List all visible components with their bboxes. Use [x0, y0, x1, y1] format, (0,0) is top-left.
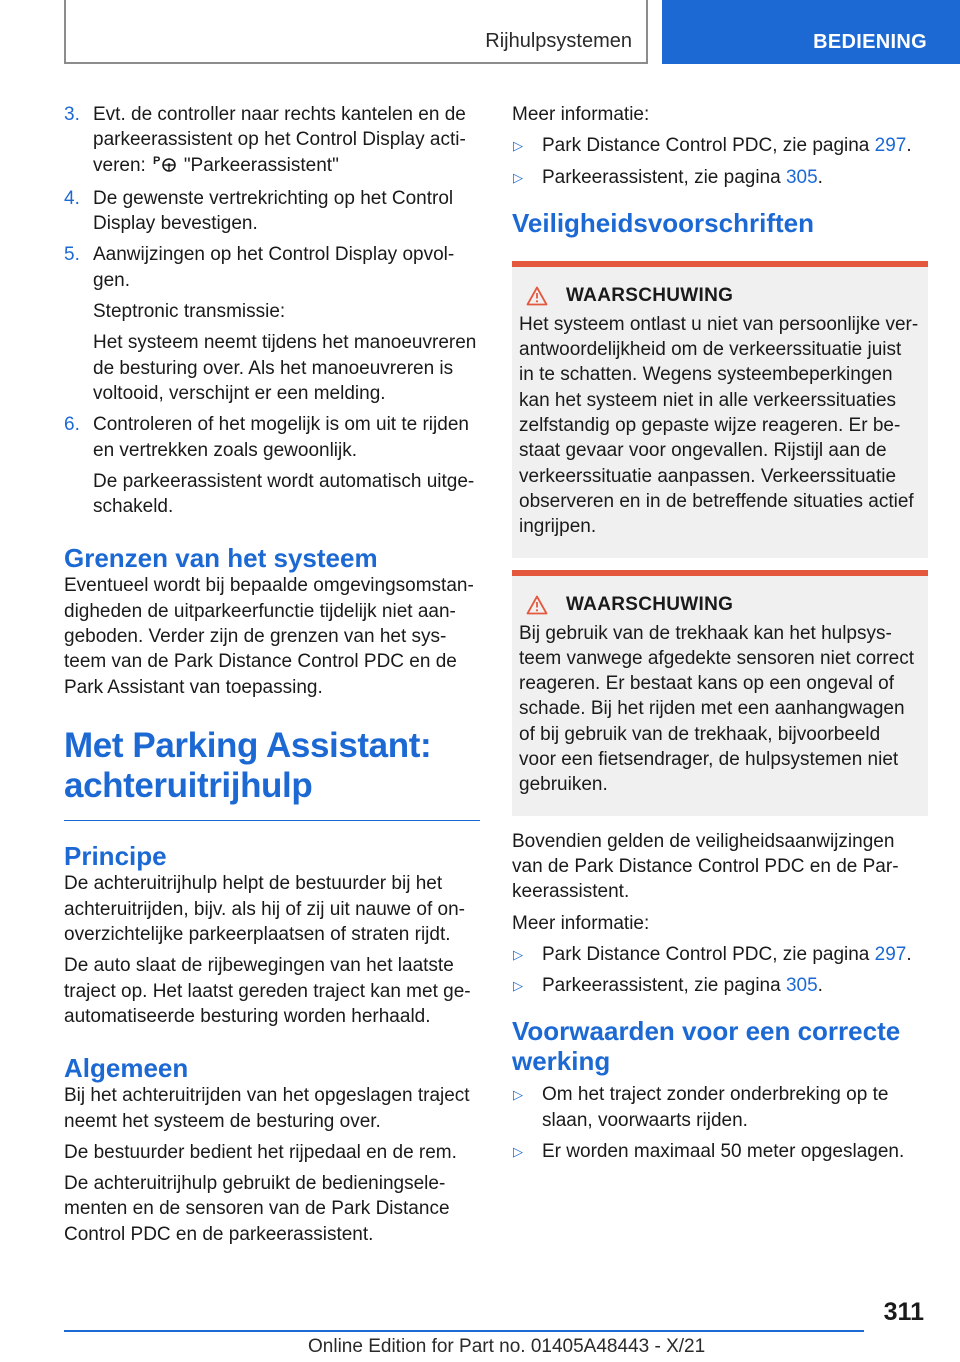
more-info-label: Meer informatie: — [512, 104, 650, 125]
step-4 — [64, 186, 480, 237]
limits-heading: Grenzen van het systeem — [64, 543, 378, 574]
principle-text: De auto slaat de rijbewegingen van het laatste traject op. Het laatst gereden traject kan met geautomatiseerde besturing worden herhaald. — [64, 955, 471, 1027]
header-section-tab — [64, 0, 648, 64]
more-info-label: Meer informatie: — [512, 912, 650, 934]
step-3 — [64, 102, 480, 180]
list-item: ▷ Er worden maximaal 50 meter opgeslagen. — [512, 1139, 928, 1164]
general-heading: Algemeen — [64, 1053, 189, 1084]
header-section-title: Rijhulpsystemen — [485, 30, 632, 52]
step-text: De parkeerassistent wordt automatisch uitgeschakeld. — [93, 470, 475, 518]
step-number: 5. — [64, 244, 80, 266]
list-item: ▷ Om het traject zonder onderbreking op te slaan, voorwaarts rijden. — [512, 1082, 928, 1133]
page-link[interactable]: 305 — [785, 975, 818, 997]
page-link[interactable]: 297 — [874, 135, 907, 157]
list-item: ▷ Park Distance Control PDC, zie pagina 297. — [512, 133, 928, 158]
right-column — [512, 102, 928, 1170]
bullet-triangle-icon: ▷ — [513, 1087, 523, 1103]
list-item: ▷ Parkeerassistent, zie pagina 305. — [512, 973, 928, 998]
bullet-triangle-icon: ▷ — [513, 1144, 523, 1160]
step-text: Controleren of het mogelijk is om uit te rijden en vertrekken zoals gewoonlijk. — [93, 414, 469, 461]
footer-divider — [64, 1330, 864, 1332]
left-column — [64, 102, 480, 1247]
principle-text: De achteruitrijhulp helpt de bestuurder bij het achteruitrijden, bijv. als hij of zij uit nauwe of onoverzichtelijke parkeerplaatsen of straten rijdt. — [64, 873, 465, 946]
svg-text:P: P — [152, 154, 161, 167]
warning-title: WAARSCHUWING — [566, 284, 734, 306]
warning-title: WAARSCHUWING — [566, 593, 734, 615]
step-text: De gewenste vertrekrichting op het Control Display bevestigen. — [93, 187, 454, 235]
warning-triangle-icon — [526, 595, 548, 615]
general-text: De bestuurder bedient het rijpedaal en de rem. — [64, 1141, 457, 1163]
conditions-heading: Voorwaarden voor een correcte werking — [512, 1016, 901, 1077]
bullet-triangle-icon: ▷ — [513, 978, 523, 994]
parking-assistant-icon — [152, 153, 178, 180]
step-number: 3. — [64, 104, 80, 125]
list-item: ▷ Park Distance Control PDC, zie pagina 297. — [512, 942, 928, 967]
safety-heading: Veiligheidsvoorschriften — [512, 207, 814, 238]
limits-text: Eventueel wordt bij bepaalde omgevingsomstandigheden de uitparkeerfunctie tijdelijk niet aangeboden. Verder zijn de grenzen van het systeem van de Park Distance Control PDC en de Park Assistant van toepassing. — [64, 575, 474, 698]
principle-heading: Principe — [64, 841, 167, 872]
step-text: Steptronic transmissie: — [93, 301, 286, 323]
main-heading: Met Parking Assistant: achteruitrijhulp — [64, 725, 432, 805]
general-text: De achteruitrijhulp gebruikt de bedieningselementen en de sensoren van de Park Distance Control PDC en de parkeerassistent. — [64, 1173, 450, 1245]
warning-triangle-icon — [526, 286, 548, 306]
general-text: Bij het achteruitrijden van het opgeslagen traject neemt het systeem de besturing over. — [64, 1085, 470, 1132]
bullet-triangle-icon: ▷ — [513, 946, 523, 962]
step-6 — [64, 412, 480, 519]
additional-safety-text: Bovendien gelden de veiligheidsaanwijzingen van de Park Distance Control PDC en de Parkeerassistent. — [512, 830, 899, 903]
bullet-triangle-icon: ▷ — [513, 169, 523, 185]
step-number: 4. — [64, 187, 80, 209]
bullet-triangle-icon: ▷ — [513, 138, 523, 154]
list-item: ▷ Parkeerassistent, zie pagina 305. — [512, 165, 928, 190]
page-link[interactable]: 297 — [874, 943, 907, 965]
page-number: 311 — [883, 1298, 924, 1326]
page-link[interactable]: 305 — [785, 166, 818, 188]
heading-divider — [64, 820, 480, 822]
step-text: Aanwijzingen op het Control Display opvolgen. — [93, 244, 455, 291]
header-chapter-tab — [662, 0, 960, 64]
step-number: 6. — [64, 414, 80, 436]
step-5 — [64, 242, 480, 406]
step-text: Evt. de controller naar rechts kantelen en de parkeerassistent op het Control Display activeren: P "Parkeerassistent" — [93, 102, 480, 180]
warning-box — [512, 570, 928, 816]
warning-text: Bij gebruik van de trekhaak kan het hulpsysteem vanwege afgedekte sensoren niet correct reageren. Er bestaat kans op een ongeval of schade. Bij het rijden met een aanhangwagen of bij gebruik van de trekhaak, bijvoorbeeld voor een fietsendrager, de hulpsystemen niet gebruiken. — [519, 622, 915, 796]
footer-edition: Online Edition for Part no. 01405A48443 - X/21 — [308, 1336, 706, 1357]
header-chapter-title: BEDIENING — [813, 31, 927, 53]
step-text: Het systeem neemt tijdens het manoeuvreren de besturing over. Als het manoeuvreren is voltooid, verschijnt er een melding. — [93, 332, 477, 404]
warning-text: Het systeem ontlast u niet van persoonlijke verantwoordelijkheid om de verkeerssituatie juist in te schatten. Wegens systeembeperkingen kan het systeem niet in alle verkeerssituaties zelfstandig op gepaste wijze reageren. Er bestaat gevaar voor ongevallen. Rijstijl aan de verkeerssituatie aanpassen. Verkeerssituatie observeren en in de betreffende situaties actief ingrijpen. — [519, 313, 919, 538]
warning-box — [512, 261, 928, 558]
